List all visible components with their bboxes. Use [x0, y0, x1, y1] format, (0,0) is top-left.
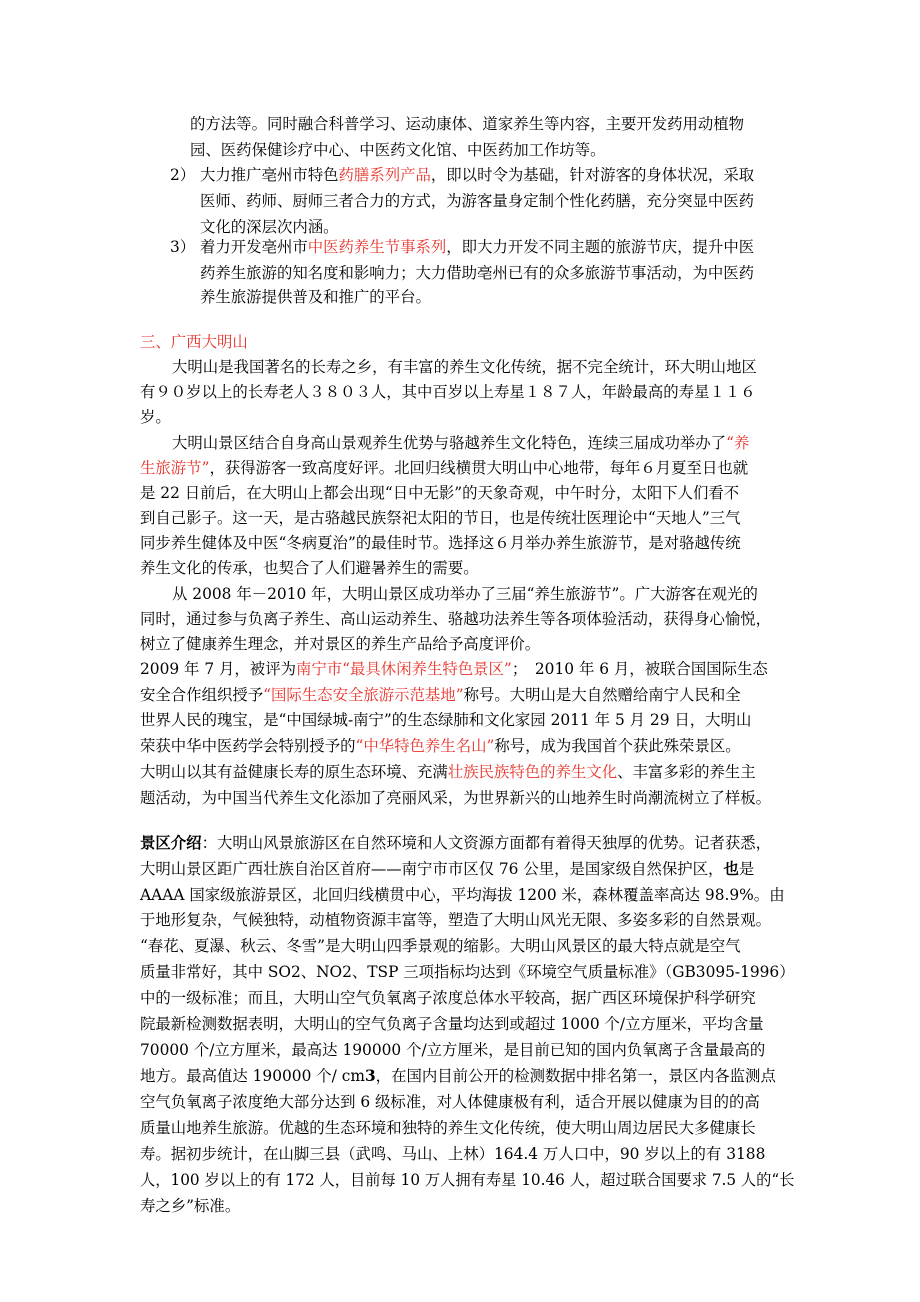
list-item-2 — [170, 162, 754, 188]
paragraph-2-line-5: 同步养生健体及中医“冬病夏治”的最佳时节。选择这６月举办养生旅游节，是对骆越传统 — [140, 534, 741, 552]
paragraph-text: 大明山以其有益健康长寿的原生态环境、充满 — [140, 763, 448, 781]
paragraph-2-line-2 — [140, 455, 748, 481]
paragraph-4-line-1 — [140, 656, 768, 682]
highlight-text: “国际生态安全旅游示范基地” — [263, 686, 464, 704]
paragraph-4-line-2 — [140, 682, 741, 708]
intro-line-2 — [140, 856, 754, 882]
intro-line-1 — [140, 830, 771, 856]
section-heading: 三、广西大明山 — [140, 333, 248, 351]
paragraph-2-line-4: 到自己影子。这一天，是古骆越民族祭祀太阳的节日，也是传统壮医理论中“天地人”三气 — [140, 509, 741, 527]
paragraph-2-line-3: 是 22 日前后，在大明山上都会出现“日中无影”的天象奇观，中午时分，太阳下人们看不 — [140, 484, 740, 502]
list-continuation-line-1: 的方法等。同时融合科普学习、运动康体、道家养生等内容，主要开发药用动植物 — [190, 115, 745, 133]
paragraph-text: 安全合作组织授予 — [140, 686, 264, 704]
intro-line-9: 70000 个/立方厘米，最高达 190000 个/立方厘米，是目前已知的国内负氧离子含量最高的 — [140, 1041, 766, 1059]
intro-line-7: 中的一级标准；而且，大明山空气负氧离子浓度总体水平较高，据广西区环境保护科学研究 — [140, 989, 756, 1007]
list-item-3 — [170, 234, 754, 260]
list-item-text: 着力开发亳州市 — [200, 238, 308, 256]
intro-line-3: AAAA 国家级旅游景区，北回归线横贯中心，平均海拔 1200 米，森林覆盖率高达 98.9%。由 — [140, 886, 785, 904]
intro-line-11: 空气负氧离子浓度绝大部分达到 6 级标准，对人体健康极有利，适合开展以健康为目的的高 — [140, 1093, 760, 1111]
bold-text: 3 — [364, 1067, 376, 1085]
paragraph-4-line-3: 世界人民的瑰宝，是“中国绿城-南宁”的生态绿肺和文化家园 2011 年 5 月 29 日，大明山 — [140, 711, 752, 729]
paragraph-text: 大明山景区距广西壮族自治区首府——南宁市市区仅 76 公里，是国家级自然保护区， — [140, 860, 724, 878]
list-item-2-line-2: 医师、药师、厨师三者合力的方式，为游客量身定制个性化药膳，充分突显中医药 — [200, 192, 755, 210]
paragraph-text: ，获得游客一致高度好评。北回归线横贯大明山中心地带，每年６月夏至日也就 — [209, 459, 749, 477]
list-item-number: 2） — [170, 166, 196, 184]
paragraph-text: 称号。大明山是大自然赠给南宁人民和全 — [463, 686, 741, 704]
paragraph-text: 荣获中华中医药学会特别授予的 — [140, 737, 356, 755]
paragraph-1-line-3: 岁。 — [140, 408, 171, 426]
paragraph-text: ； 2010 年 6 月，被联合国国际生态 — [511, 660, 768, 678]
intro-line-10 — [140, 1063, 776, 1089]
list-item-text: 大力推广亳州市特色 — [200, 166, 339, 184]
intro-line-4: 于地形复杂，气候独特，动植物资源丰富等，塑造了大明山风光无限、多姿多彩的自然景观。 — [140, 911, 772, 929]
paragraph-text: ：大明山风景旅游区在自然环境和人文资源方面都有着得天独厚的优势。记者获悉， — [201, 834, 772, 852]
paragraph-2-line-6: 养生文化的传承，也契合了人们避暑养生的需要。 — [140, 559, 479, 577]
list-continuation-line-2: 园、医药保健诊疗中心、中医药文化馆、中医药加工作坊等。 — [190, 141, 606, 159]
paragraph-text: 地方。最高值达 190000 个/ cm — [140, 1067, 365, 1085]
highlight-text: 壮族民族特色的养生文化 — [447, 763, 618, 781]
paragraph-4-line-6: 题活动，为中国当代养生文化添加了亮丽风采，为世界新兴的山地养生时尚潮流树立了样板。 — [140, 789, 772, 807]
list-item-2-line-3: 文化的深层次内涵。 — [200, 218, 339, 236]
intro-line-14: 人，100 岁以上的有 172 人，目前每 10 万人拥有寿星 10.46 人，超过联合国要求 7.5 人的“长 — [140, 1171, 795, 1189]
highlight-text: 中医药养生节事系列 — [307, 238, 447, 256]
highlight-text: 药膳系列产品 — [338, 166, 431, 184]
highlight-text: 南宁市“最具休闲养生特色景区” — [295, 660, 512, 678]
paragraph-3-line-1: 从 2008 年－2010 年，大明山景区成功举办了三届“养生旅游节”。广大游客在观光的 — [172, 585, 758, 603]
bold-text: 也 — [723, 860, 739, 878]
intro-line-15: 寿之乡”标准。 — [140, 1197, 241, 1215]
paragraph-1-line-2: 有９０岁以上的长寿老人３８０３人，其中百岁以上寿星１８７人，年龄最高的寿星１１６ — [140, 383, 756, 401]
highlight-text: 生旅游节” — [140, 459, 210, 477]
paragraph-4-line-5 — [140, 759, 756, 785]
paragraph-1-line-1: 大明山是我国著名的长寿之乡，有丰富的养生文化传统，据不完全统计，环大明山地区 — [172, 358, 757, 376]
intro-label: 景区介绍 — [140, 834, 202, 852]
paragraph-text: 称号，成为我国首个获此殊荣景区。 — [494, 737, 741, 755]
paragraph-text: 大明山景区结合自身高山景观养生优势与骆越养生文化特色，连续三届成功举办了 — [172, 434, 727, 452]
paragraph-2-line-1 — [172, 430, 749, 456]
list-item-3-line-3: 养生旅游提供普及和推广的平台。 — [200, 288, 431, 306]
highlight-text: “中华特色养生名山” — [355, 737, 495, 755]
paragraph-3-line-3: 树立了健康养生理念，并对景区的养生产品给予高度评价。 — [140, 635, 541, 653]
list-item-3-line-2: 药养生旅游的知名度和影响力；大力借助亳州已有的众多旅游节事活动，为中医药 — [200, 264, 755, 282]
highlight-text: “养 — [726, 434, 750, 452]
list-item-number: 3） — [170, 238, 196, 256]
intro-line-13: 寿。据初步统计，在山脚三县（武鸣、马山、上林）164.4 万人口中，90 岁以上的有 3188 — [140, 1145, 766, 1163]
intro-line-5: “春花、夏瀑、秋云、冬雪”是大明山四季景观的缩影。大明山风景区的最大特点就是空气 — [140, 937, 741, 955]
paragraph-text: ，在国内目前公开的检测数据中排名第一，景区内各监测点 — [375, 1067, 776, 1085]
paragraph-3-line-2: 同时，通过参与负离子养生、高山运动养生、骆越功法养生等各项体验活动，获得身心愉悦， — [140, 610, 772, 628]
intro-line-12: 质量山地养生旅游。优越的生态环境和独特的养生文化传统，使大明山周边居民大多健康长 — [140, 1119, 756, 1137]
intro-line-6: 质量非常好，其中 SO2、NO2、TSP 三项指标均达到《环境空气质量标准》（GB3095-1996） — [140, 963, 795, 981]
list-item-text: ，即以时令为基础，针对游客的身体状况，采取 — [430, 166, 755, 184]
paragraph-text: 2009 年 7 月，被评为 — [140, 660, 296, 678]
paragraph-text: 是 — [738, 860, 755, 878]
intro-line-8: 院最新检测数据表明，大明山的空气负离子含量均达到或超过 1000 个/立方厘米，平均含量 — [140, 1015, 764, 1033]
paragraph-text: 、丰富多彩的养生主 — [617, 763, 756, 781]
paragraph-4-line-4 — [140, 733, 741, 759]
list-item-text: ，即大力开发不同主题的旅游节庆，提升中医 — [446, 238, 755, 256]
